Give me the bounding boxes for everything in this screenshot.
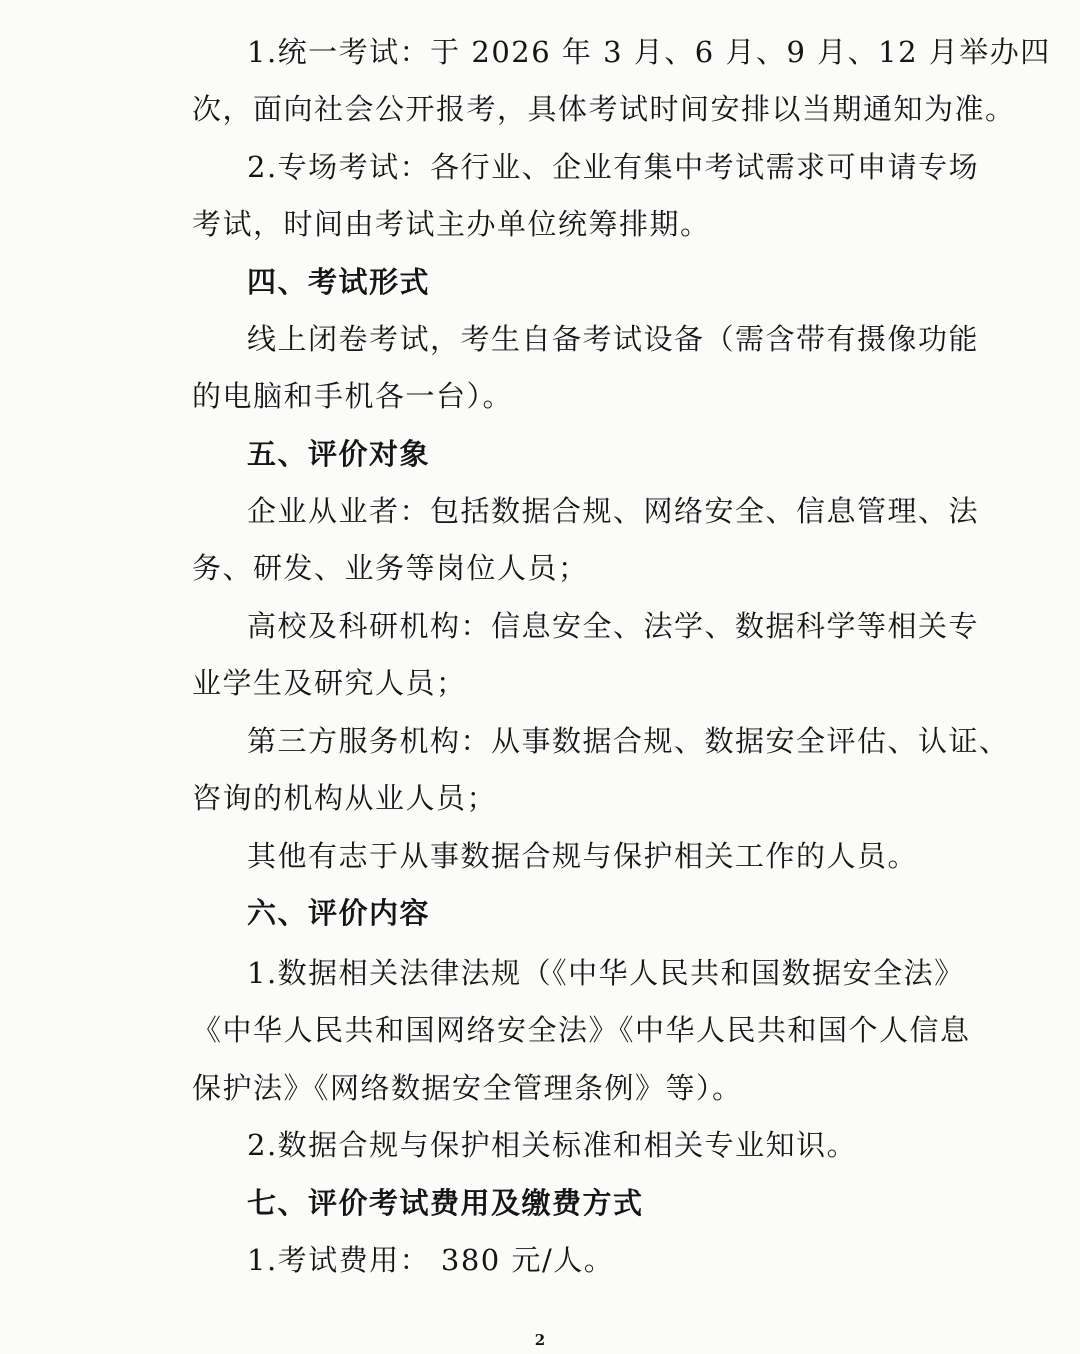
page-number: 2 (534, 1331, 546, 1349)
text-line: 1.数据相关法律法规（《中华人民共和国数据安全法》 (247, 956, 965, 990)
text-line: 其他有志于从事数据合规与保护相关工作的人员。 (247, 839, 919, 873)
text-line: 2.专场考试：各行业、企业有集中考试需求可申请专场 (247, 150, 980, 184)
section-heading: 五、评价对象 (247, 437, 431, 471)
text-line: 业学生及研究人员； (192, 666, 467, 700)
section-heading: 四、考试形式 (247, 265, 431, 299)
section-heading: 七、评价考试费用及缴费方式 (247, 1186, 644, 1220)
text-line: 《中华人民共和国网络安全法》《中华人民共和国个人信息 (192, 1013, 971, 1047)
text-line: 2.数据合规与保护相关标准和相关专业知识。 (247, 1128, 858, 1162)
text-line: 高校及科研机构：信息安全、法学、数据科学等相关专 (247, 609, 980, 643)
text-line: 1.考试费用： 380 元/人。 (247, 1243, 615, 1277)
text-line: 务、研发、业务等岗位人员； (192, 551, 589, 585)
text-line: 的电脑和手机各一台）。 (192, 379, 514, 413)
text-line: 咨询的机构从业人员； (192, 781, 498, 815)
text-line: 保护法》《网络数据安全管理条例》等）。 (192, 1071, 743, 1105)
text-line: 1.统一考试：于 2026 年 3 月、6 月、9 月、12 月举办四 (247, 35, 1051, 69)
text-line: 线上闭卷考试，考生自备考试设备（需含带有摄像功能 (247, 322, 980, 356)
text-line: 考试，时间由考试主办单位统筹排期。 (192, 207, 711, 241)
text-line: 企业从业者：包括数据合规、网络安全、信息管理、法 (247, 494, 980, 528)
text-line: 次，面向社会公开报考，具体考试时间安排以当期通知为准。 (192, 92, 1016, 126)
text-line: 第三方服务机构：从事数据合规、数据安全评估、认证、 (247, 724, 1010, 758)
section-heading: 六、评价内容 (247, 896, 431, 930)
